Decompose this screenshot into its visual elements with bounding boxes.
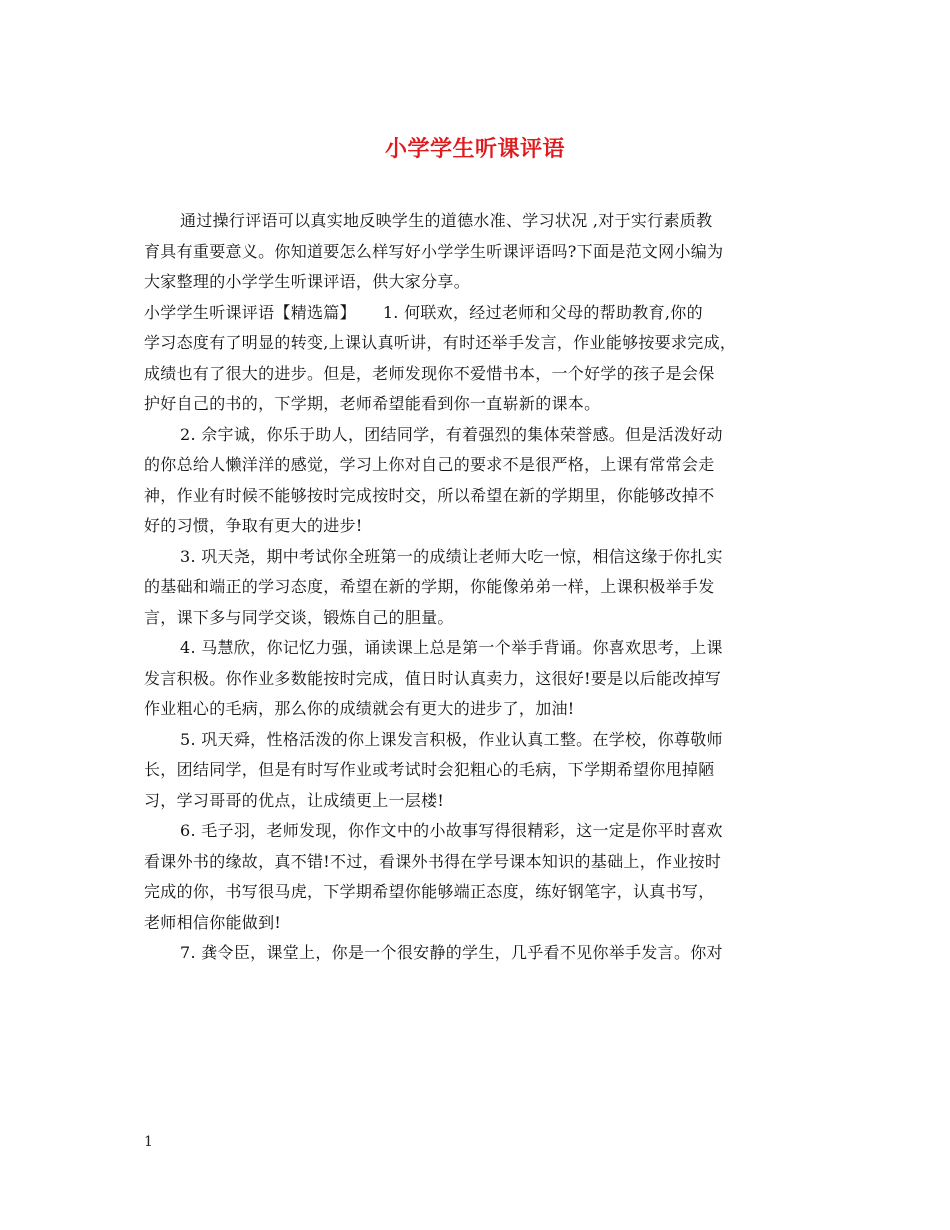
text-line: 5. 巩天舜，性格活泼的你上课发言积极，作业认真工整。在学校，你尊敬师 [180,729,723,749]
text-line: 神，作业有时候不能够按时完成按时交，所以希望在新的学期里，你能够改掉不 [144,485,715,505]
text-line: 4. 马慧欣，你记忆力强，诵读课上总是第一个举手背诵。你喜欢思考，上课 [180,638,723,657]
text-line: 学习态度有了明显的转变,上课认真听讲，有时还举手发言，作业能够按要求完成， [144,333,737,352]
text-line: 2. 佘宇诚，你乐于助人，团结同学，有着强烈的集体荣誉感。但是活泼好动 [180,424,723,444]
text-line: 的基础和端正的学习态度，希望在新的学期，你能像弟弟一样，上课积极举手发 [144,577,715,596]
text-line: 发言积极。你作业多数能按时完成，值日时认真卖力，这很好!要是以后能改掉写 [144,668,722,688]
text-line: 成绩也有了很大的进步。但是，老师发现你不爱惜书本，一个好学的孩子是会保 [144,363,715,383]
text-line: 看课外书的缘故，真不错!不过，看课外书得在学号课本知识的基础上，作业按时 [144,851,722,871]
document-title: 小学学生听课评语 [384,136,565,162]
text-line: 完成的你，书写很马虎，下学期希望你能够端正态度，练好钢笔字，认真书写， [144,882,715,901]
page-number: 1 [144,1134,153,1150]
text-line: 好的习惯，争取有更大的进步! [144,516,363,535]
text-line: 6. 毛子羽，老师发现，你作文中的小故事写得很精彩，这一定是你平时喜欢 [180,821,723,840]
document-body [144,206,808,969]
text-line: 习，学习哥哥的优点，让成绩更上一层楼! [144,790,445,810]
text-line: 通过操行评语可以真实地反映学生的道德水准、学习状况 ,对于实行素质教 [180,211,713,230]
text-line: 3. 巩天尧，期中考试你全班第一的成绩让老师大吃一惊，相信这缘于你扎实 [180,546,723,566]
text-line: 大家整理的小学学生听课评语，供大家分享。 [144,272,471,291]
text-line: 言，课下多与同学交谈，锻炼自己的胆量。 [144,607,454,627]
text-line: 的你总给人懒洋洋的感觉，学习上你对自己的要求不是很严格，上课有常常会走 [144,455,715,474]
text-line: 育具有重要意义。你知道要怎么样写好小学学生听课评语吗?下面是范文网小编为 [144,241,724,261]
text-line: 作业粗心的毛病，那么你的成绩就会有更大的进步了，加油! [144,699,575,718]
text-line: 长，团结同学，但是有时写作业或考试时会犯粗心的毛病，下学期希望你甩掉陋 [144,760,715,779]
text-line: 小学学生听课评语【精选篇】 1. 何联欢，经过老师和父母的帮助教育,你的 [144,302,703,322]
text-line: 护好自己的书的，下学期，老师希望能看到你一直崭新的课本。 [144,394,601,413]
text-line: 7. 龚令臣，课堂上，你是一个很安静的学生，几乎看不见你举手发言。你对 [180,943,723,962]
text-line: 老师相信你能做到! [144,912,282,932]
